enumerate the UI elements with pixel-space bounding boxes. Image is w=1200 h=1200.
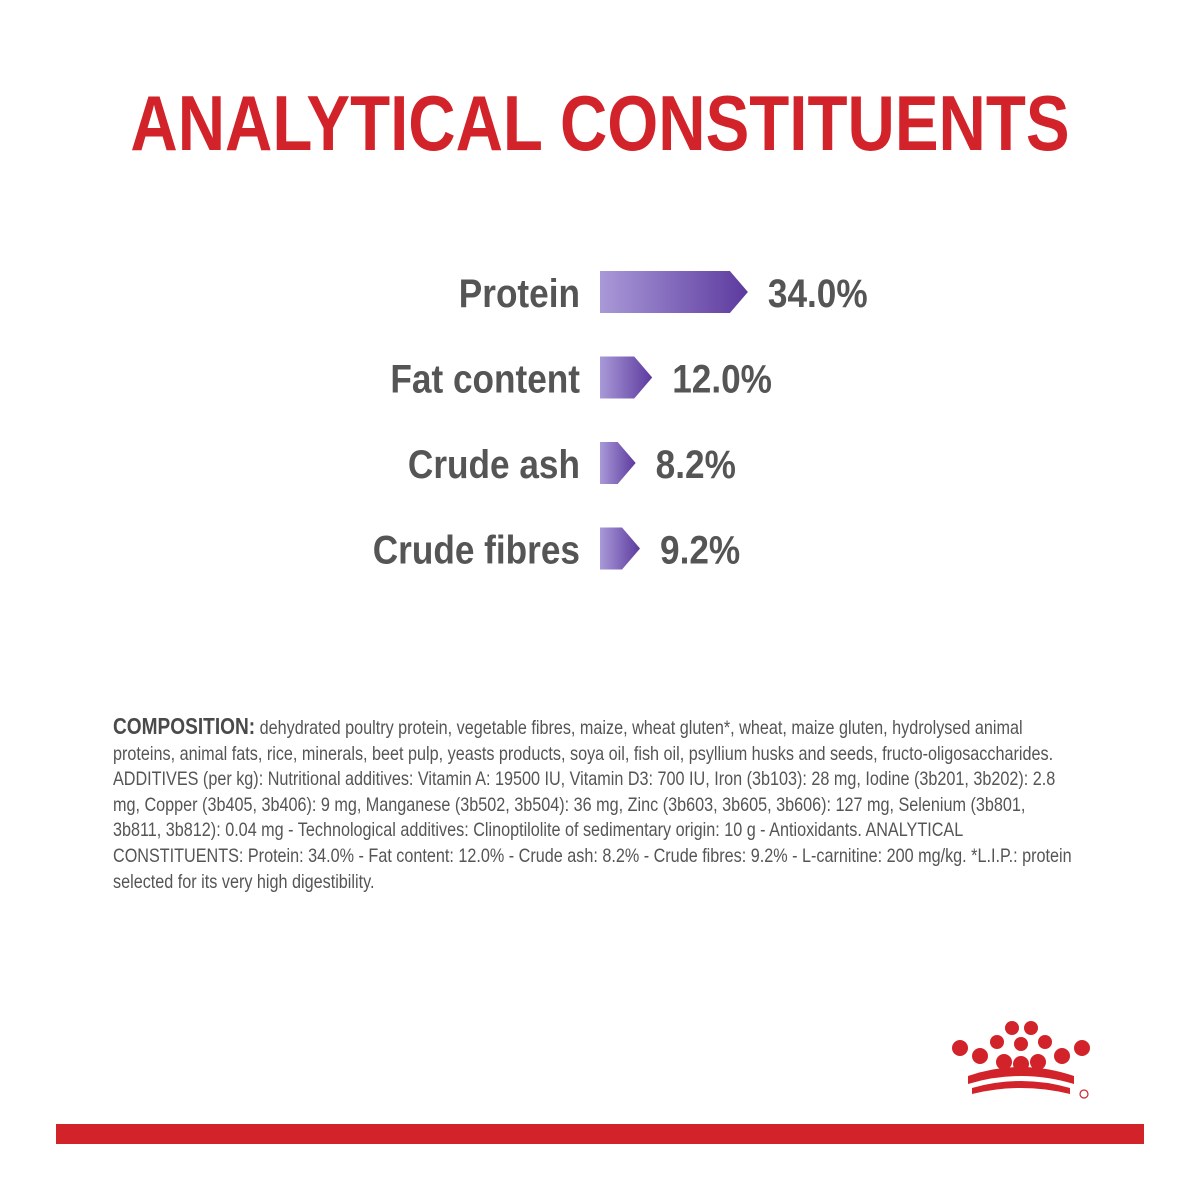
composition-label: COMPOSITION: (113, 713, 256, 739)
bar (600, 357, 652, 399)
category-label: Crude fibres (372, 527, 580, 572)
bottom-accent-bar (56, 1124, 1144, 1144)
category-label: Protein (458, 270, 580, 316)
bar (600, 528, 640, 570)
page-title: ANALYTICAL CONSTITUENTS (130, 79, 1070, 167)
value-label: 9.2% (660, 527, 741, 572)
composition-text (113, 714, 1076, 895)
bar (600, 442, 636, 484)
value-label: 34.0% (767, 270, 868, 316)
nutrient-bar-chart (0, 240, 1200, 600)
category-label: Crude ash (407, 441, 580, 487)
bar (600, 271, 748, 313)
value-label: 12.0% (672, 356, 772, 401)
composition-body: dehydrated poultry protein, vegetable fibres, maize, wheat gluten*, wheat, maize gluten, hydrolysed animal proteins, animal fats, rice, minerals, beet pulp, yeasts products, soya oil, fish oil, psyllium husks and seeds, fructo-oligosaccharides. ADDITIVES (per kg): Nutritional additives: Vitamin A: 19500 IU, Vitamin D3: 700 IU, Iron (3b103): 28 mg, Iodine (3b201, 3b202): 2.8 mg, Copper (3b405, 3b406): 9 mg, Manganese (3b502, 3b504): 36 mg, Zinc (3b603, 3b605, 3b606): 127 mg, Selenium (3b801, 3b811, 3b812): 0.04 mg - Technological additives: Clinoptilolite of sedimentary origin: 10 g - Antioxidants. ANALYTICAL CONSTITUENTS: Protein: 34.0% - Fat content: 12.0% - Crude ash: 8.2% - Crude fibres: 9.2% - L-carnitine: 200 mg/kg. *L.I.P.: protein selected for its very high digestibility. (113, 717, 1072, 893)
category-label: Fat content (390, 356, 580, 401)
value-label: 8.2% (655, 441, 736, 487)
royal-canin-crown-icon (948, 1018, 1094, 1102)
